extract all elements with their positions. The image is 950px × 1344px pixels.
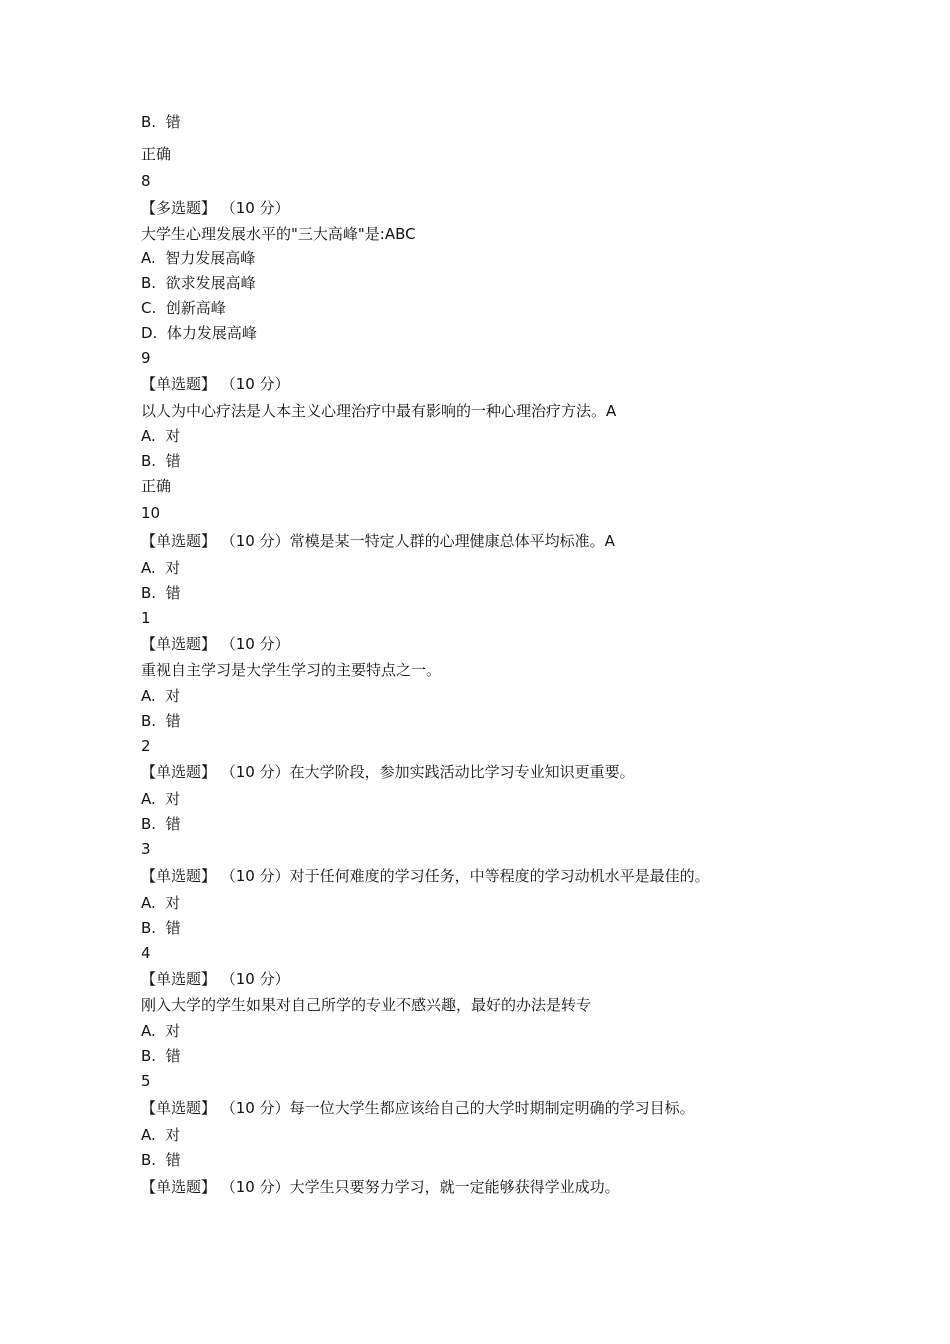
option-a: A. 对 [141, 1126, 181, 1144]
option-a: A. 智力发展高峰 [141, 249, 256, 267]
question-type: 【单选题】 （10 分） [141, 635, 290, 653]
question-number: 2 [141, 737, 151, 755]
question-number: 3 [141, 840, 151, 858]
question-number: 8 [141, 172, 151, 190]
question-number: 10 [141, 504, 161, 522]
question-text: 【单选题】 （10 分）每一位大学生都应该给自己的大学时期制定明确的学习目标。 [141, 1099, 695, 1117]
question-text: 【单选题】 （10 分）在大学阶段，参加实践活动比学习专业知识更重要。 [141, 763, 635, 781]
option-b: B. 错 [141, 1047, 181, 1065]
question-text: 【单选题】 （10 分）常模是某一特定人群的心理健康总体平均标准。A [141, 532, 615, 550]
question-text: 以人为中心疗法是人本主义心理治疗中最有影响的一种心理治疗方法。A [141, 402, 617, 420]
option-b: B. 错 [141, 1151, 181, 1169]
option-b: B. 错 [141, 584, 181, 602]
question-text: 【单选题】 （10 分）对于任何难度的学习任务，中等程度的学习动机水平是最佳的。 [141, 867, 710, 885]
option-b: B. 错 [141, 113, 181, 131]
question-number: 9 [141, 349, 151, 367]
question-number: 5 [141, 1072, 151, 1090]
question-text: 重视自主学习是大学生学习的主要特点之一。 [141, 661, 442, 679]
option-b: B. 错 [141, 712, 181, 730]
question-type: 【单选题】 （10 分） [141, 970, 290, 988]
option-b: B. 错 [141, 815, 181, 833]
option-b: B. 错 [141, 919, 181, 937]
question-type: 【多选题】 （10 分） [141, 199, 290, 217]
option-a: A. 对 [141, 559, 181, 577]
question-type: 【单选题】 （10 分） [141, 375, 290, 393]
option-a: A. 对 [141, 894, 181, 912]
option-d: D. 体力发展高峰 [141, 324, 257, 342]
option-c: C. 创新高峰 [141, 299, 226, 317]
answer-label: 正确 [141, 145, 172, 163]
option-a: A. 对 [141, 427, 181, 445]
option-b: B. 错 [141, 452, 181, 470]
question-number: 1 [141, 609, 151, 627]
answer-label: 正确 [141, 477, 172, 495]
question-text: 【单选题】 （10 分）大学生只要努力学习，就一定能够获得学业成功。 [141, 1178, 620, 1196]
option-a: A. 对 [141, 687, 181, 705]
option-b: B. 欲求发展高峰 [141, 274, 256, 292]
option-a: A. 对 [141, 1022, 181, 1040]
question-text: 刚入大学的学生如果对自己所学的专业不感兴趣，最好的办法是转专 [141, 996, 592, 1014]
option-a: A. 对 [141, 790, 181, 808]
question-number: 4 [141, 944, 151, 962]
question-text: 大学生心理发展水平的"三大高峰"是:ABC [141, 225, 416, 243]
